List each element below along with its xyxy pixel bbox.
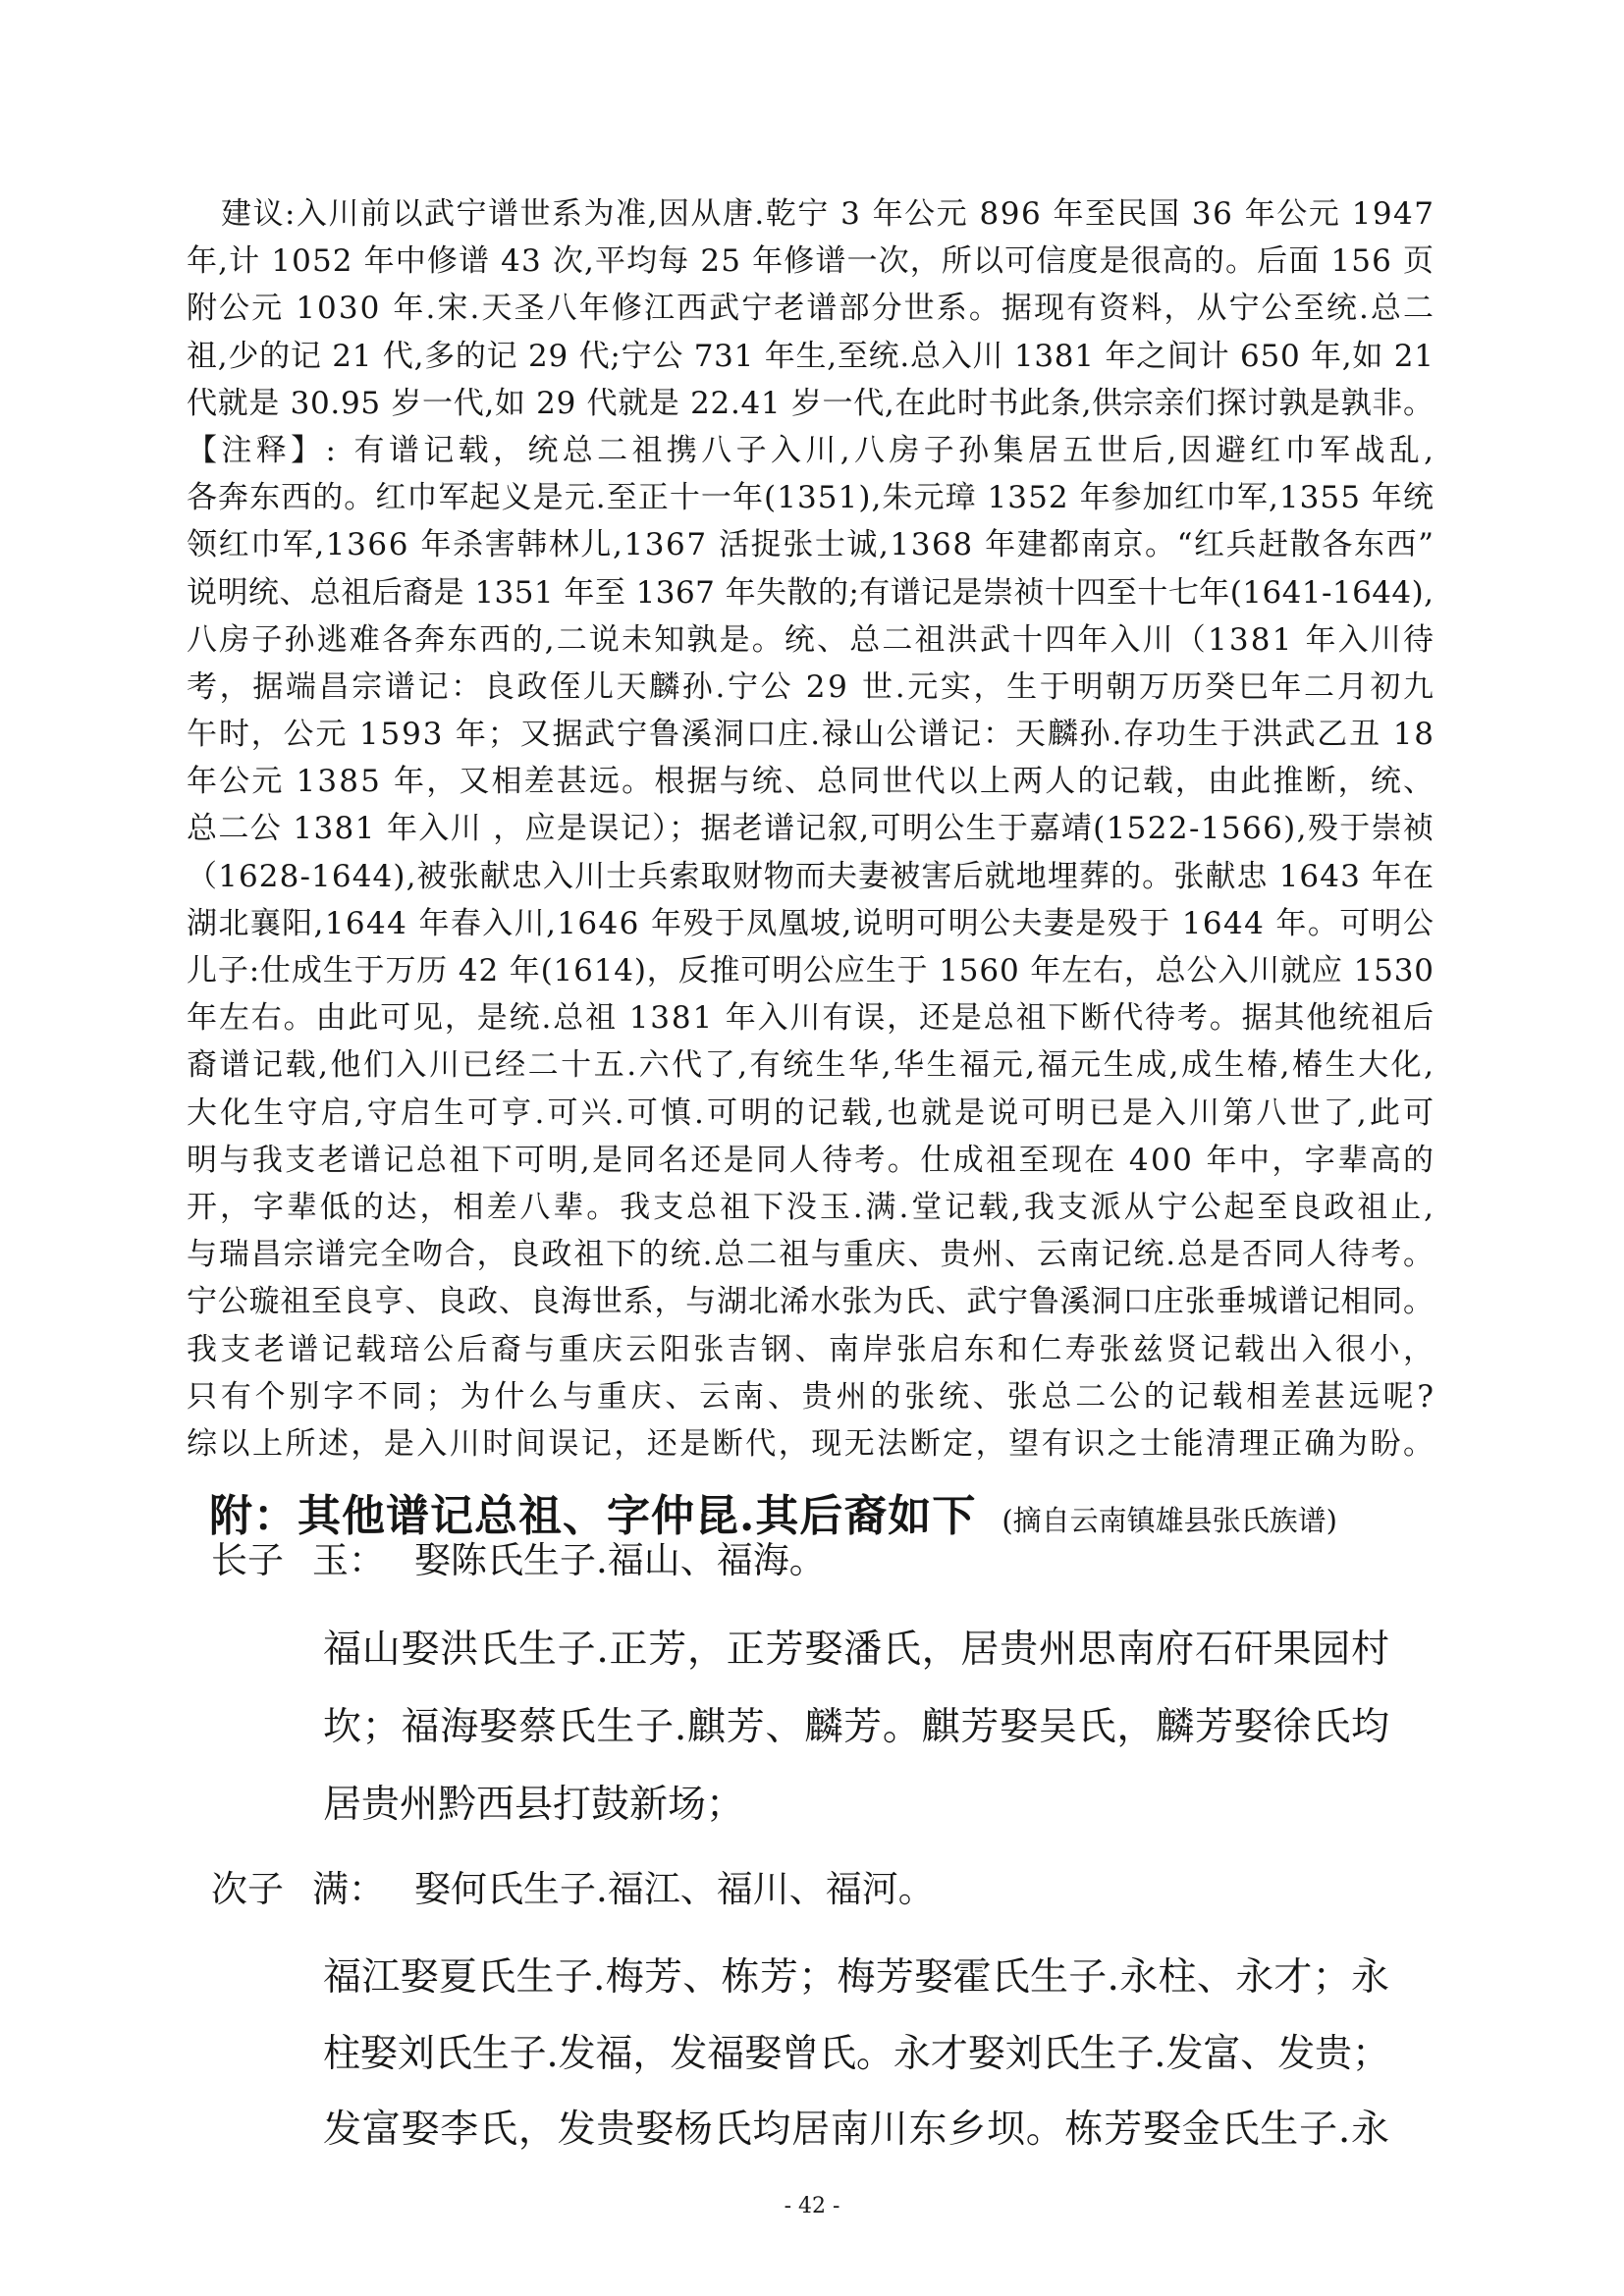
entry-summary: 娶陈氏生子.福山、福海。 (414, 1539, 826, 1581)
body-line: 只有个别字不同；为什么与重庆、云南、贵州的张统、张总二公的记载相差甚远呢? (187, 1378, 1437, 1415)
entry-detail-line: 福江娶夏氏生子.梅芳、栋芳；梅芳娶霍氏生子.永柱、永才；永 (323, 1955, 1390, 2000)
body-line: 八房子孙逃难各奔东西的,二说未知孰是。统、总二祖洪武十四年入川（1381 年入川待 (187, 621, 1436, 658)
page-number: - 42 - (784, 2194, 840, 2218)
body-line: 【注释】: 有谱记载，统总二祖携八子入川,八房子孙集居五世后,因避红巾军战乱, (187, 432, 1438, 468)
body-line: 我支老谱记载琣公后裔与重庆云阳张吉钢、南岸张启东和仁寿张兹贤记载出入很小， (187, 1331, 1437, 1367)
entry-details (323, 1611, 1389, 1843)
genealogy-entry-heading (211, 1536, 1429, 1585)
entry-detail-line: 居贵州黔西县打鼓新场； (323, 1783, 745, 1827)
entry-rank: 长子 (211, 1539, 284, 1581)
source-note: (摘自云南镇雄县张氏族谱) (1001, 1504, 1337, 1537)
body-line: 附公元 1030 年.宋.天圣八年修江西武宁老谱部分世系。据现有资料，从宁公至统.总二 (187, 291, 1436, 327)
body-line: 明与我支老谱记总祖下可明,是同名还是同人待考。仕成祖至现在 400 年中，字辈高的 (187, 1142, 1436, 1178)
entry-detail-line: 福山娶洪氏生子.正芳，正芳娶潘氏，居贵州思南府石矸果园村 (323, 1628, 1390, 1672)
body-line: 考，据端昌宗谱记：良政侄儿天麟孙.宁公 29 世.元实，生于明朝万历癸巳年二月初九 (187, 668, 1436, 705)
entry-summary: 娶何氏生子.福江、福川、福河。 (414, 1868, 935, 1910)
entry-name: 满： (312, 1868, 385, 1910)
body-line: 年左右。由此可见，是统.总祖 1381 年入川有误，还是总祖下断代待考。据其他统祖后 (187, 1000, 1435, 1037)
body-line: 领红巾军,1366 年杀害韩林儿,1367 活捉张士诚,1368 年建都南京。“红兵赶散各东西” (187, 527, 1435, 563)
body-line: 代就是 30.95 岁一代,如 29 代就是 22.41 岁一代,在此时书此条,供宗亲们探讨孰是孰非。 (187, 385, 1435, 421)
entry-name: 玉： (312, 1539, 385, 1581)
body-line: 各奔东西的。红巾军起义是元.至正十一年(1351),朱元璋 1352 年参加红巾军,1355 年统 (187, 480, 1435, 516)
body-line: 宁公璇祖至良亨、良政、良海世系，与湖北浠水张为氏、武宁鲁溪洞口庄张垂城谱记相同。 (187, 1284, 1435, 1320)
body-line: 大化生守启,守启生可亨.可兴.可慎.可明的记载,也就是说可明已是入川第八世了,此可 (187, 1095, 1437, 1131)
entry-rank: 次子 (211, 1868, 284, 1910)
paragraph-suggestion (187, 190, 1434, 427)
body-line: 湖北襄阳,1644 年春入川,1646 年殁于凤凰坡,说明可明公夫妻是殁于 1644 年。可明公 (187, 905, 1435, 941)
body-line: 建议:入川前以武宁谱世系为准,因从唐.乾宁 3 年公元 896 年至民国 36 年公元 1947 (221, 196, 1435, 232)
body-line: 裔谱记载,他们入川已经二十五.六代了,有统生华,华生福元,福元生成,成生椿,椿生大化, (187, 1047, 1436, 1084)
body-line: 说明统、总祖后裔是 1351 年至 1367 年失散的;有谱记是崇祯十四至十七年(1641-1644), (187, 574, 1435, 611)
genealogy-entry-heading (211, 1865, 1429, 1914)
body-line: （1628-1644),被张献忠入川士兵索取财物而夫妻被害后就地埋葬的。张献忠 1643 年在 (187, 858, 1435, 894)
body-line: 与瑞昌宗谱完全吻合，良政祖下的统.总二祖与重庆、贵州、云南记统.总是否同人待考。 (187, 1237, 1435, 1273)
body-line: 综以上所述，是入川时间误记，还是断代，现无法断定，望有识之士能清理正确为盼。 (187, 1425, 1436, 1462)
body-line: 年公元 1385 年，又相差甚远。根据与统、总同世代以上两人的记载，由此推断，统、 (187, 764, 1436, 800)
body-line: 儿子:仕成生于万历 42 年(1614)，反推可明公应生于 1560 年左右，总公入川就应 1530 (187, 953, 1435, 988)
body-line: 总二公 1381 年入川 ，应是误记）；据老谱记叙,可明公生于嘉靖(1522-1566),殁于崇祯 (187, 811, 1435, 847)
entry-details (323, 1940, 1389, 2168)
appendix-title: 附：其他谱记总祖、字仲昆.其后裔如下 (209, 1491, 977, 1541)
body-line: 祖,少的记 21 代,多的记 29 代;宁公 731 年生,至统.总入川 1381 年之间计 650 年,如 21 (187, 338, 1435, 374)
appendix-heading (209, 1480, 1427, 1541)
entry-detail-line: 坎；福海娶蔡氏生子.麒芳、麟芳。麒芳娶吴氏，麟芳娶徐氏均 (323, 1705, 1390, 1749)
body-line: 午时，公元 1593 年；又据武宁鲁溪洞口庄.禄山公谱记：天麟孙.存功生于洪武乙丑 18 (187, 717, 1435, 753)
entry-detail-line: 柱娶刘氏生子.发福，发福娶曾氏。永才娶刘氏生子.发富、发贵； (323, 2031, 1389, 2076)
body-line: 年,计 1052 年中修谱 43 次,平均每 25 年修谱一次，所以可信度是很高的。后面 156 页 (187, 243, 1435, 280)
paragraph-annotation (187, 427, 1438, 1468)
body-text (187, 190, 1438, 1468)
entry-detail-line: 发富娶李氏，发贵娶杨氏均居南川东乡坝。栋芳娶金氏生子.永 (323, 2108, 1390, 2152)
body-line: 开，字辈低的达，相差八辈。我支总祖下没玉.满.堂记载,我支派从宁公起至良政祖止, (187, 1189, 1436, 1225)
